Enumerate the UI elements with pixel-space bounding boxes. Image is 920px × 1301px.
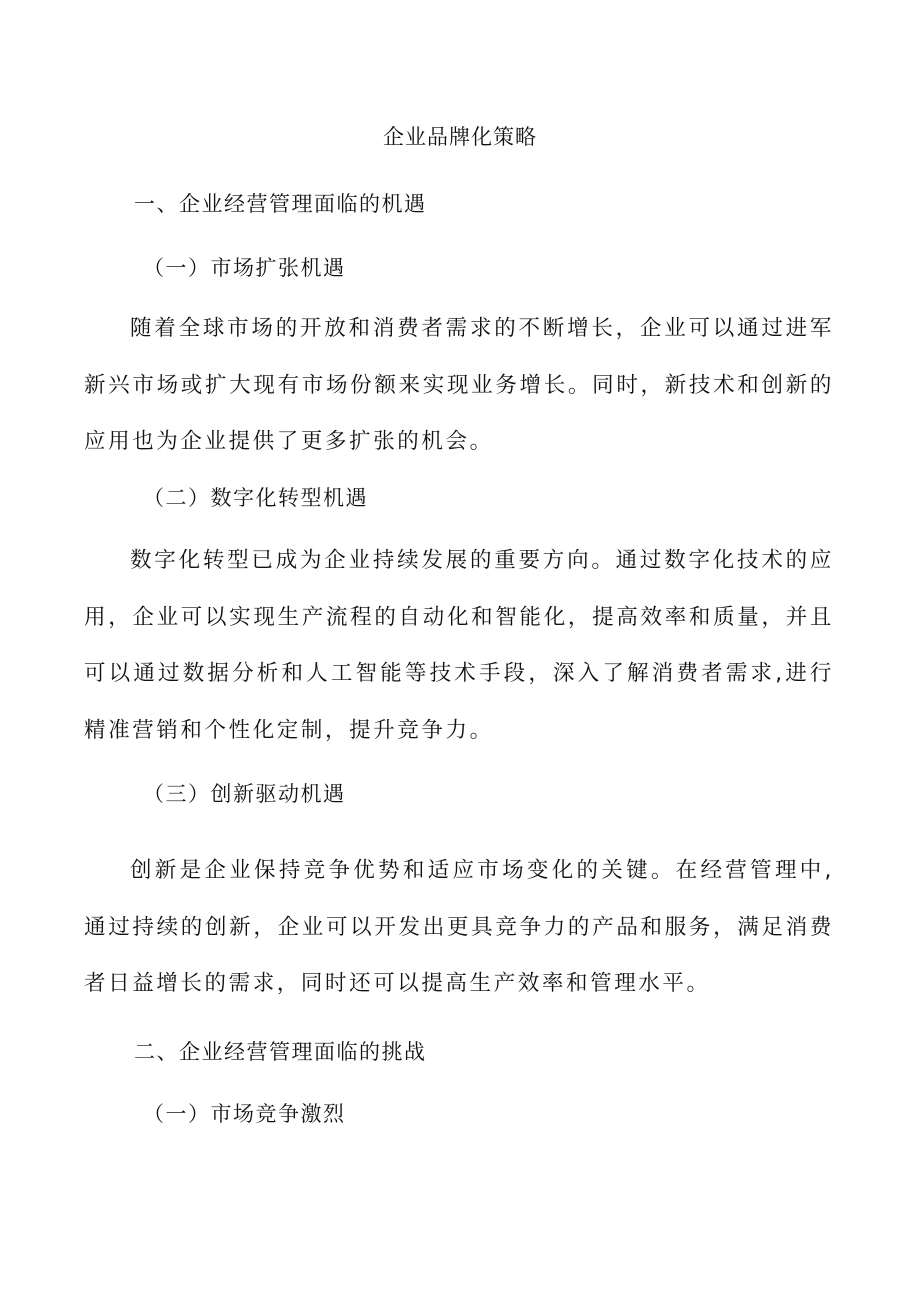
subsection-heading-digital-transformation: （二）数字化转型机遇 [143,486,368,510]
subsection-heading-market-expansion: （一）市场扩张机遇 [143,256,346,280]
section-heading-opportunities: 一、企业经营管理面临的机遇 [134,192,427,216]
paragraph-digital-transformation: 数字化转型已成为企业持续发展的重要方向。通过数字化技术的应用，企业可以实现生产流程的自动化和智能化，提高效率和质量，并且可以通过数据分析和人工智能等技术手段，深入了解消费者需求,进行精准营销和个性化定制，提升竞争力。 [84,548,834,744]
subsection-heading-market-competition: （一）市场竞争激烈 [143,1102,346,1126]
document-title: 企业品牌化策略 [383,125,537,149]
paragraph-market-expansion: 随着全球市场的开放和消费者需求的不断增长，企业可以通过进军新兴市场或扩大现有市场份额来实现业务增长。同时，新技术和创新的应用也为企业提供了更多扩张的机会。 [84,316,834,455]
paragraph-innovation: 创新是企业保持竞争优势和适应市场变化的关键。在经营管理中,通过持续的创新，企业可以开发出更具竞争力的产品和服务，满足消费者日益增长的需求，同时还可以提高生产效率和管理水平。 [84,858,834,997]
subsection-heading-innovation: （三）创新驱动机遇 [143,782,346,806]
section-heading-challenges: 二、企业经营管理面临的挑战 [134,1040,427,1064]
